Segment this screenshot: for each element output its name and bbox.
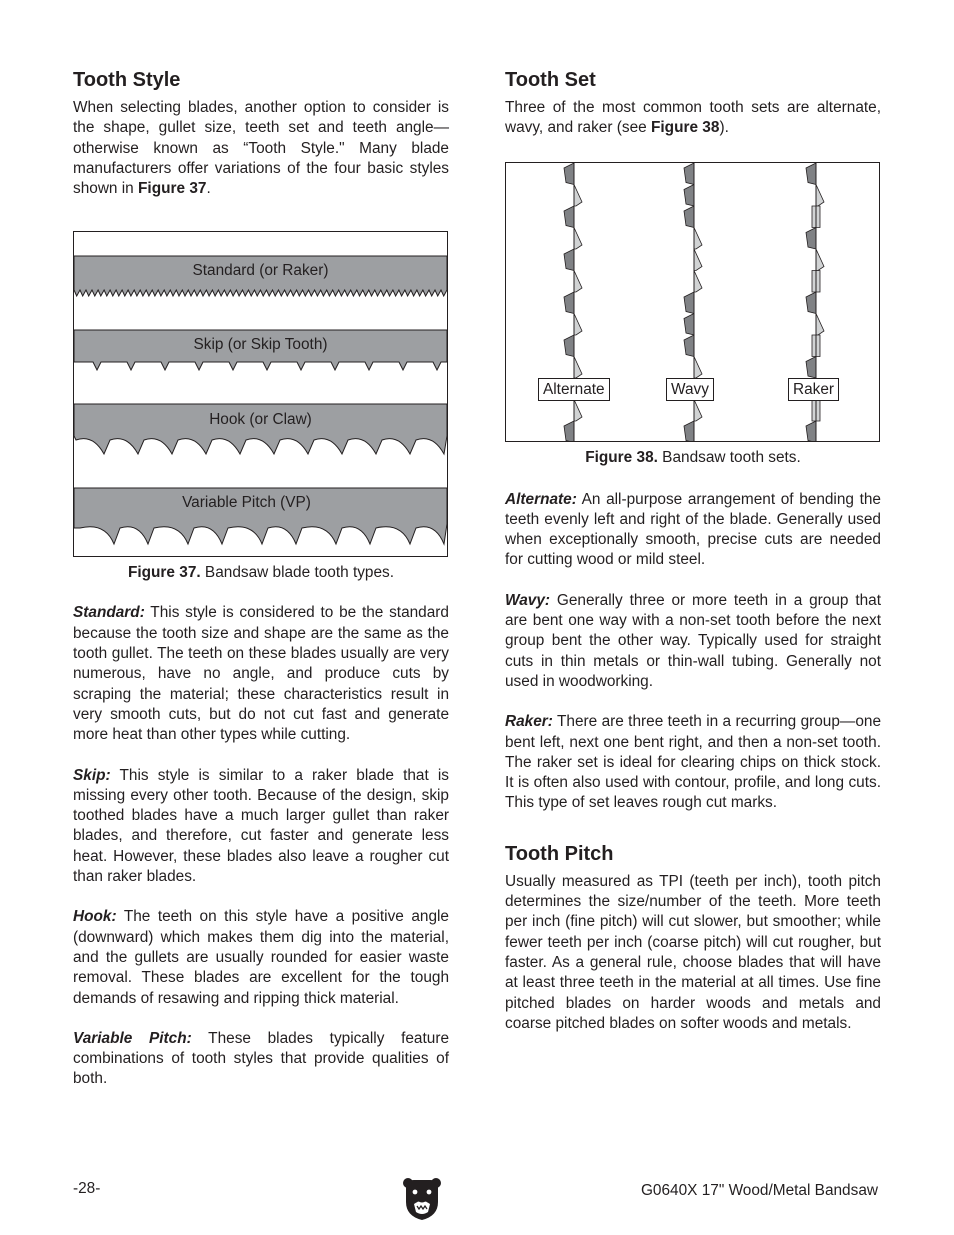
alternate-tooth [574, 270, 582, 292]
figure-ref: Figure 37 [138, 180, 207, 198]
wavy-tooth [684, 206, 694, 228]
wavy-tooth [694, 227, 702, 249]
tooth-pitch-paragraph: Usually measured as TPI (teeth per inch), tooth pitch determines the size/number of the teeth. More teeth per inch (fine pitch) will cut slower, but smoother; while fewer teeth per inch (coarse pitch) will cut rougher, but faster. As a general rule, choose blades that will have at least three teeth in the material at all times. Use fine pitched blades on harder woods and metals and coarse pitched blades on softer woods and metals. [505, 872, 881, 1032]
raker-tooth [806, 356, 816, 378]
alternate-tooth [564, 206, 574, 228]
variable-term: Variable Pitch: [73, 1029, 192, 1047]
wavy-text: Generally three or more teeth in a group that are bent one way with a non-set tooth before the next group bent the other way. Typically used for straight cuts in thin metals or thin-wall tubing. Generally not used in woodworking. [505, 591, 881, 690]
wavy-tooth [694, 399, 702, 421]
caption-label: Figure 37. [127, 564, 201, 582]
raker-tooth [816, 313, 824, 335]
skip-text: This style is similar to a raker blade that is missing every other tooth. Because of the design, skip toothed blades have a much larger gullet than raker blades, and therefore, cut faster and generate less heat. However, these blades also leave a rougher cut than raker blades. [73, 766, 449, 886]
raker-tooth [816, 184, 824, 206]
blade-label-hook: Hook (or Claw) [209, 411, 312, 429]
hook-term: Hook: [73, 908, 117, 926]
intro-text: When selecting blades, another option to consider is the shape, gullet size, teeth set and teeth angle—otherwise known as “Tooth Style." Many blade manufacturers offer variations of the four basic styles shown in [73, 99, 449, 198]
variable-text: These blades typically feature combinations of tooth styles that provide qualities of both. [73, 1029, 449, 1088]
blade-label-standard: Standard (or Raker) [192, 262, 329, 280]
alternate-tooth [564, 292, 574, 314]
raker-paragraph [505, 712, 881, 813]
wavy-tooth [684, 184, 694, 206]
hook-paragraph [73, 907, 449, 1008]
alternate-tooth [564, 249, 574, 271]
alternate-term: Alternate: [505, 490, 577, 508]
alternate-tooth [564, 335, 574, 357]
figure-38-tooth-sets [505, 162, 880, 442]
standard-term: Standard: [73, 604, 145, 622]
wavy-tooth [684, 421, 694, 441]
blade-label-variable-pitch: Variable Pitch (VP) [182, 494, 311, 512]
wavy-tooth [694, 249, 702, 271]
skip-term: Skip: [73, 766, 111, 784]
variable-pitch-paragraph [73, 1029, 449, 1090]
label-wavy: Wavy [666, 378, 714, 401]
model-name: G0640X 17" Wood/Metal Bandsaw [640, 1182, 878, 1199]
alternate-tooth [574, 356, 582, 378]
alternate-tooth [574, 313, 582, 335]
standard-paragraph [73, 603, 449, 745]
alternate-tooth [574, 184, 582, 206]
alternate-paragraph [505, 490, 881, 571]
wavy-tooth [684, 313, 694, 335]
raker-tooth [806, 292, 816, 314]
raker-tooth [806, 163, 816, 185]
left-column [73, 66, 449, 1090]
wavy-tooth [694, 356, 702, 378]
alternate-tooth [574, 227, 582, 249]
tooth-set-heading: Tooth Set [505, 69, 596, 91]
wavy-term: Wavy: [505, 591, 551, 609]
raker-term: Raker: [505, 713, 553, 731]
figure-37-blade-types [73, 231, 448, 557]
caption-label: Figure 38. [585, 448, 658, 466]
standard-text: This style is considered to be the standard because the tooth size and shape are the same as the tooth gullet. The teeth on these blades usually are very numerous, have no angle, and produce cuts by scraping the material; these characteristics result in very smooth cuts, but do not cut fast and generate more heat than other types while cutting. [73, 604, 449, 744]
tooth-set-intro [505, 98, 881, 139]
raker-tooth [816, 249, 824, 271]
right-column [505, 66, 881, 1034]
alternate-tooth [574, 399, 582, 421]
wavy-tooth [684, 163, 694, 185]
skip-paragraph [73, 766, 449, 888]
wavy-tooth [684, 335, 694, 357]
raker-tooth [806, 227, 816, 249]
tooth-style-intro [73, 98, 449, 199]
label-raker: Raker [788, 378, 839, 401]
intro-end: ). [719, 119, 729, 137]
tooth-style-heading: Tooth Style [73, 69, 181, 91]
grizzly-bear-logo-icon [402, 1176, 442, 1222]
figure-37-caption [73, 563, 449, 583]
wavy-tooth [694, 270, 702, 292]
alternate-text: An all-purpose arrangement of bending the teeth evenly left and right of the blade. Generally used when exceptionally smooth, precise cuts are needed for cutting wood or mild steel. [505, 490, 881, 569]
alternate-tooth [564, 421, 574, 441]
intro-text: Three of the most common tooth sets are alternate, wavy, and raker (see [505, 99, 881, 137]
label-alternate: Alternate [538, 378, 610, 401]
figure-ref: Figure 38 [651, 119, 720, 137]
page-number: -28- [73, 1180, 101, 1197]
figure-38-caption [505, 448, 881, 468]
tooth-pitch-heading: Tooth Pitch [505, 842, 614, 865]
raker-text: There are three teeth in a recurring group—one bent left, next one bent right, and then a non-set tooth. The raker set is ideal for clearing chips on thick stock. It is often also used with contour, profile, and long cuts. This type of set leaves rough cut marks. [505, 713, 881, 812]
intro-end: . [206, 180, 211, 198]
hook-text: The teeth on this style have a positive angle (downward) which makes them dig into the material, and the gullets are usually rounded for easier waste removal. These blades are excellent for the tough demands of resawing and ripping thick material. [73, 908, 449, 1007]
blade-label-skip: Skip (or Skip Tooth) [193, 336, 328, 354]
caption-text: Bandsaw blade tooth types. [200, 564, 395, 582]
raker-tooth [806, 421, 816, 441]
wavy-tooth [684, 292, 694, 314]
wavy-paragraph [505, 591, 881, 692]
alternate-tooth [564, 163, 574, 185]
caption-text: Bandsaw tooth sets. [657, 448, 801, 466]
